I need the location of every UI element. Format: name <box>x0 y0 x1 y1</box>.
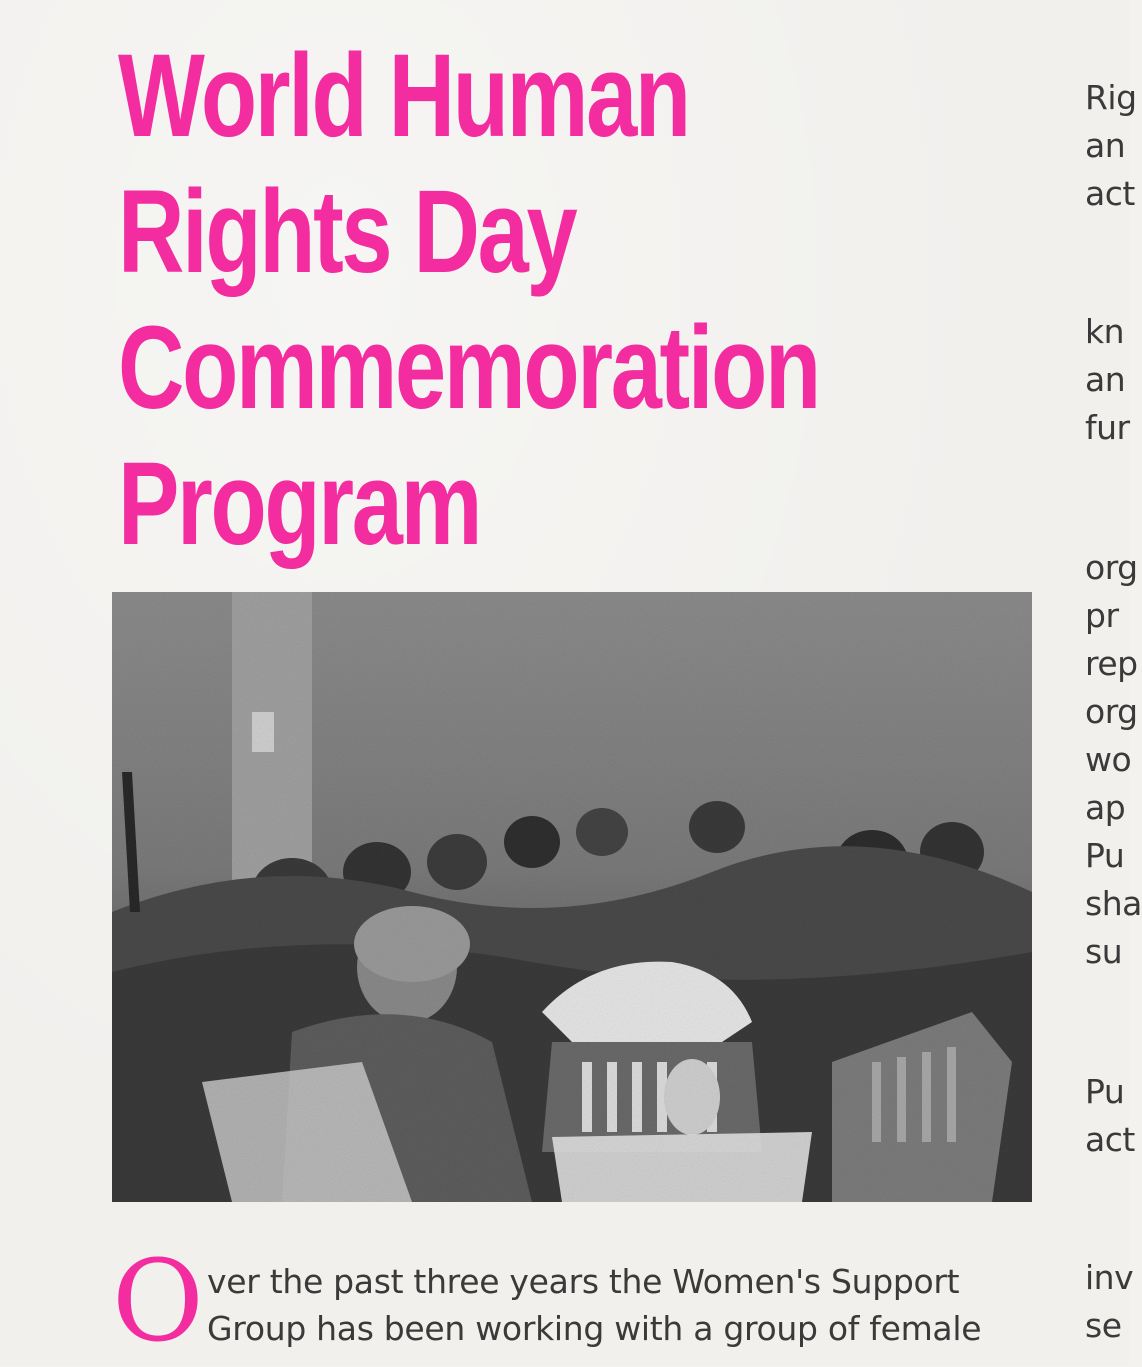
title-line: World Human <box>118 30 689 162</box>
fragment: fur <box>1085 408 1130 447</box>
fragment: sha <box>1085 884 1142 923</box>
fragment: act <box>1085 1120 1135 1159</box>
fragment: su <box>1085 932 1123 971</box>
article-title <box>118 28 819 572</box>
fragment: Rig <box>1085 78 1137 117</box>
body-line: Group has been working with a group of female <box>207 1309 982 1348</box>
fragment: an <box>1085 360 1126 399</box>
fragment: ap <box>1085 788 1126 827</box>
fragment: Pu <box>1085 1072 1125 1111</box>
title-line: Program <box>118 438 481 570</box>
fragment: se <box>1085 1306 1122 1345</box>
event-photo <box>112 592 1032 1202</box>
fragment: rep <box>1085 644 1138 683</box>
fragment: inv <box>1085 1258 1134 1297</box>
right-column-fragments <box>1085 0 1142 1366</box>
fragment: wo <box>1085 740 1132 779</box>
fragment: Pu <box>1085 836 1125 875</box>
fragment: org <box>1085 692 1138 731</box>
drop-cap: O <box>112 1237 204 1367</box>
article-body <box>112 1237 1042 1367</box>
fragment: kn <box>1085 312 1125 351</box>
fragment: org <box>1085 548 1138 587</box>
title-line: Rights Day <box>118 166 576 298</box>
title-line: Commemoration <box>118 302 819 434</box>
fragment: an <box>1085 126 1126 165</box>
event-photo-image <box>112 592 1032 1202</box>
fragment: act <box>1085 174 1135 213</box>
fragment: pr <box>1085 596 1119 635</box>
body-line: ver the past three years the Women's Support <box>207 1262 960 1301</box>
